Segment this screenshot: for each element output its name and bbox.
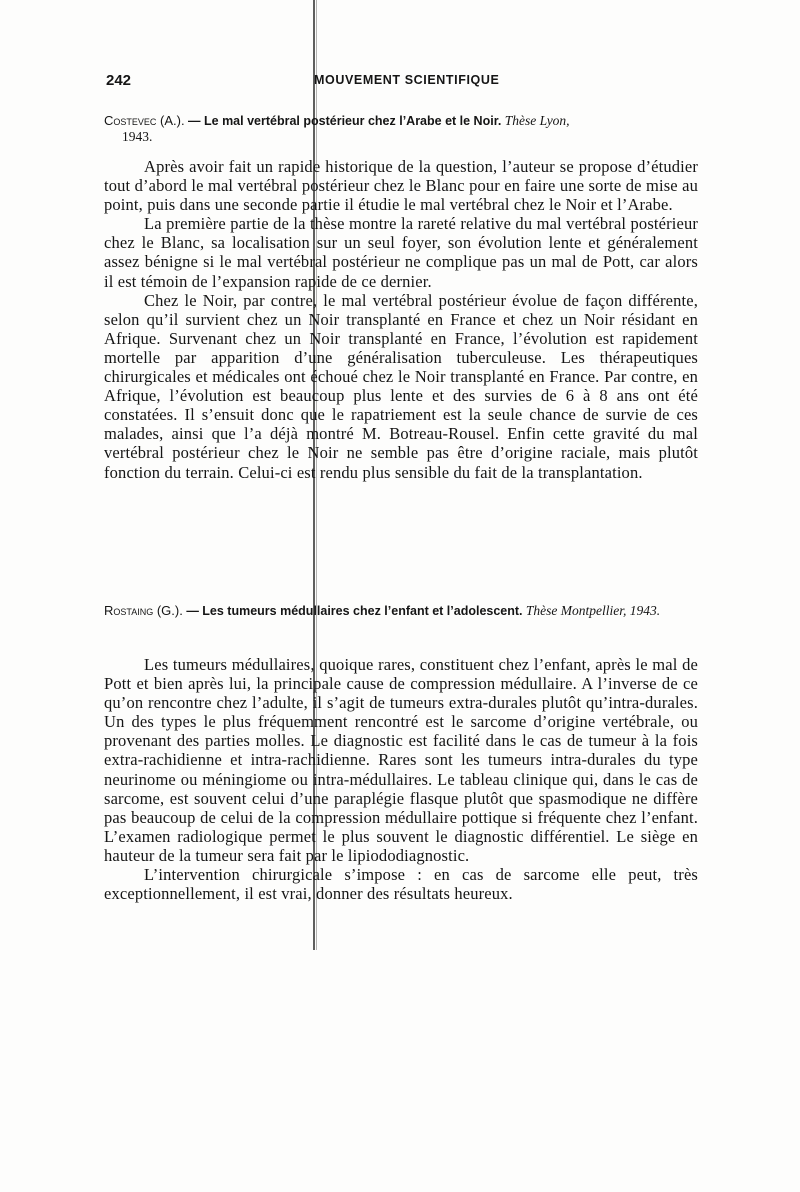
paragraph: L’intervention chirurgicale s’impose : en cas de sarcome elle peut, très exceptionnellement, il est vrai, donner des résultats heureux.: [104, 865, 698, 904]
entry-body: [104, 655, 698, 903]
paragraph: La première partie de la thèse montre la rareté relative du mal vertébral postérieur chez le Blanc, sa localisation sur un seul foyer, son évolution lente et généralement assez bénigne si le mal vertébral postérieur ne complique pas un mal de Pott, car alors il est témoin de l’expansion rapide de ce dernier.: [104, 214, 698, 291]
entry-heading: [104, 113, 698, 145]
page-header: [106, 72, 698, 92]
entry-heading: [104, 603, 698, 619]
entry-author: Costevec (A.).: [104, 113, 185, 128]
paragraph: Chez le Noir, par contre, le mal vertébral postérieur évolue de façon différente, selon qu’il survient chez un Noir transplanté en France et chez un Noir résidant en Afrique. Survenant chez un Noir transplanté en France, l’évolution est rapidement mortelle par apparition d’une généralisation tuberculeuse. Les thérapeutiques chirurgicales et médicales ont échoué chez le Noir transplanté en France. Par contre, en Afrique, l’évolution est beaucoup plus lente et des survies de 6 à 8 ans ont été constatées. Il s’ensuit donc que le rapatriement est la seule chance de survie de ces malades, ainsi que l’a déjà montré M. Botreau-Rousel. Enfin cette gravité du mal vertébral postérieur chez le Noir ne semble pas être d’origine raciale, mais plutôt fonction du terrain. Celui-ci est rendu plus sensible du fait de la transplantation.: [104, 290, 698, 482]
entry-title: — Les tumeurs médullaires chez l’enfant et l’adolescent.: [182, 604, 523, 618]
entry-year: 1943.: [122, 129, 153, 144]
entry-title: — Le mal vertébral postérieur chez l’Arabe et le Noir.: [184, 114, 502, 128]
paragraph: Les tumeurs médullaires, quoique rares, constituent chez l’enfant, après le mal de Pott et bien après lui, la principale cause de compression médullaire. A l’inverse de ce qu’on rencontre chez l’adulte, il s’agit de tumeurs extra-durales plutôt qu’intra-durales. Un des types le plus fréquemment rencontré est le sarcome d’origine vertébrale, ou provenant des parties molles. Le diagnostic est facilité dans le cas de tumeur à la fois extra-rachidienne et intra-rachidienne. Rares sont les tumeurs intra-durales du type neurinome ou méningiome ou intra-médullaires. Le tableau clinique qui, dans le cas de sarcome, est souvent celui d’une paraplégie flasque plutôt que spasmodique ne diffère pas beaucoup de celui de la compression médullaire pottique si fréquente chez l’enfant. L’examen radiologique permet le plus souvent le diagnostic différentiel. Le siège en hauteur de la tumeur sera fait par le lipiododiagnostic.: [104, 655, 698, 865]
entry-author: Rostaing (G.).: [104, 603, 183, 618]
entry-publication: Thèse Montpellier, 1943.: [522, 603, 661, 618]
entry-publication: Thèse Lyon,: [501, 113, 570, 128]
paragraph: Après avoir fait un rapide historique de la question, l’auteur se propose d’étudier tout d’abord le mal vertébral postérieur chez le Blanc pour en faire une sorte de mise au point, puis dans une seconde partie il étudie le mal vertébral chez le Noir et l’Arabe.: [104, 157, 698, 215]
page-number: 242: [106, 72, 132, 89]
running-title: MOUVEMENT SCIENTIFIQUE: [314, 73, 500, 87]
entry-body: [104, 157, 698, 482]
